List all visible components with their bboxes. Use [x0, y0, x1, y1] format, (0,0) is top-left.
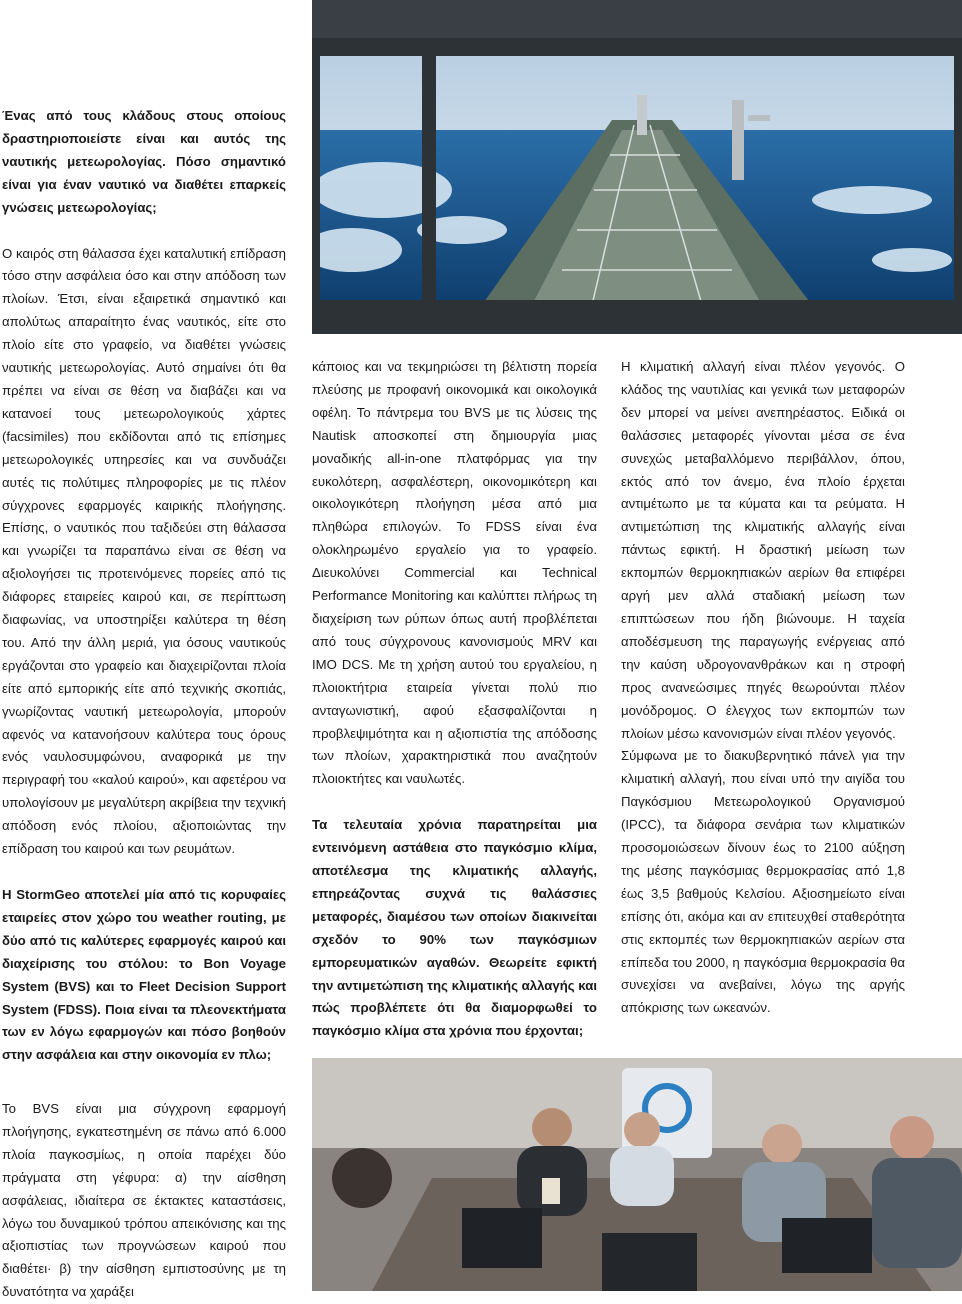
column-3: [621, 356, 905, 1020]
answer-3-paragraph-1: Η κλιματική αλλαγή είναι πλέον γεγονός. Ο κλάδος της ναυτιλίας και γενικά των μεταφορών δεν μπορεί να μείνει ανεπηρέαστος. Ειδικά οι θαλάσσιες μεταφορές γίνονται μέσα σε ένα συνεχώς μεταβαλλόμενο περιβάλλον, όπου, εκτός από τον άνεμο, ένα πλοίο έρχεται αντιμέτωπο με τα κύματα και τα ρεύματα. Η αντιμετώπιση της κλιματικής αλλαγής είναι πάντως εφικτή. Η δραστική μείωση των εκπομπών θερμοκηπιακών αερίων θα επιφέρει αργή μεν αλλά σταδιακή μείωση των επιπτώσεων που ήδη βιώνουμε. Η ταχεία αποδέσμευση της παραγωγής ενέργειας από την καύση υδρογονανθράκων και η στροφή προς ανανεώσιμες πηγές θεωρούνται πλέον μονόδρομος. Ο έλεγχος των εκπομπών των πλοίων μέσω κανονισμών είναι πλέον γεγονός.: [621, 359, 905, 741]
meeting-illustration: [312, 1058, 962, 1291]
ship-bridge-illustration: [312, 0, 962, 334]
answer-2: Το BVS είναι μια σύγχρονη εφαρμογή πλοήγησης, εγκατεστημένη σε πάνω από 6.000 πλοία παγκοσμίως, η οποία παρέχει δύο πράγματα στη γέφυρα: α) την αίσθηση ασφάλειας, ιδιαίτερα σε έκτακτες καταστάσεις, λόγω του δυναμικού τρόπου απεικόνισης και της αξιοπιστίας των προγνώσεων καιρού που διαθέτει· β) την αίσθηση εμπιστοσύνης με τη δυνατότητα να χαράξει: [2, 1101, 286, 1300]
question-2: Η StormGeo αποτελεί μία από τις κορυφαίες εταιρείες στον χώρο του weather routing, με δύο από τις καλύτερες εφαρμογές καιρού και διαχείρισης του στόλου: το Bon Voyage System (BVS) και το Fleet Decision Support System (FDSS). Ποια είναι τα πλεονεκτήματα των εν λόγω εφαρμογών και πόσο βοηθούν στην ασφάλεια και στην οικονομία εν πλω;: [2, 887, 286, 1063]
question-1: Ένας από τους κλάδους στους οποίους δραστηριοποιείστε είναι και αυτός της ναυτικής μετεωρολογίας. Πόσο σημαντικό είναι για έναν ναυτικό να διαθέτει επαρκείς γνώσεις μετεωρολογίας;: [2, 108, 286, 215]
meeting-photo: [312, 1058, 962, 1291]
answer-2-continued: κάποιος και να τεκμηριώσει τη βέλτιστη πορεία πλεύσης με προφανή οικονομικά και οικολογικά οφέλη. Το πάντρεμα του BVS με τις λύσεις της Nautisk αποσκοπεί στη δημιουργία μιας μοναδικής all-in-one πλατφόρμας για την ευκολότερη, ασφαλέστερη, οικονομικότερη και οικολογικότερη πλοήγηση μέσα από μια πληθώρα επιλογών. Το FDSS είναι ένα ολοκληρωμένο εργαλείο για το γραφείο. Διευκολύνει Commercial και Technical Performance Monitoring και καλύπτει πλήρως τη διαχείριση των ρύπων όπως αυτή προβλέπεται από τους σύγχρονους κανονισμούς MRV και IMO DCS. Με τη χρήση αυτού του εργαλείου, η πλοιοκτήτρια εταιρεία γίνεται πολύ πιο ανταγωνιστική, αφού εξασφαλίζονται η προβλεψιμότητα και η αξιοπιστία της απόδοσης των πλοίων, χαρακτηριστικά που αναζητούν πλοιοκτήτες και ναυλωτές.: [312, 359, 597, 787]
column-2: [312, 356, 597, 1043]
answer-3-paragraph-2: Σύμφωνα με το διακυβερνητικό πάνελ για την κλιματική αλλαγή, που είναι υπό την αιγίδα του Παγκόσμιου Μετεωρολογικού Οργανισμού (IPCC), τα διάφορα σενάρια των κλιματικών προσομοιώσεων δίνουν έως το 2100 αύξηση της μέσης παγκόσμιας θερμοκρασίας από 1,8 έως 3,5 βαθμούς Κελσίου. Αξιοσημείωτο είναι επίσης ότι, ακόμα και αν επιτευχθεί σταθερότητα στις εκπομπές των θερμοκηπιακών αερίων στα επίπεδα του 2000, η παγκόσμια θερμοκρασία θα συνεχίσει να ανεβαίνει, λόγω της αργής απόκρισης των ωκεανών.: [621, 748, 905, 1016]
answer-1: Ο καιρός στη θάλασσα έχει καταλυτική επίδραση τόσο στην ασφάλεια όσο και στην απόδοση των πλοίων. Έτσι, είναι εξαιρετικά σημαντικό και απολύτως απαραίτητο ένας ναυτικός, είτε στο πλοίο είτε στο γραφείο, να διαθέτει γνώσεις ναυτικής μετεωρολογίας. Αυτό σημαίνει ότι θα πρέπει να είναι σε θέση να διαβάζει και να κατανοεί τους μετεωρολογικούς χάρτες (facsimiles) που εκδίδονται από τις επίσημες μετεωρολογικές υπηρεσίες και να συνδυάζει αυτές τις πολύτιμες πληροφορίες με τις πλέον σύγχρονες εφαρμογές καιρικής πλοήγησης. Επίσης, ο ναυτικός που ταξιδεύει στη θάλασσα και γνωρίζει τα παραπάνω είναι σε θέση να αξιολογήσει τις προτεινόμενες πορείες από τις διάφορες εταιρείες καιρού και, σε περίπτωση διαφωνίας, να υποστηρίξει καλύτερα τη θέση του. Από την άλλη μεριά, για όσους ναυτικούς εργάζονται στο γραφείο και διαχειρίζονται πλοία είτε από εμπορικής είτε από τεχνικής σκοπιάς, γνωρίζοντας ναυτική μετεωρολογία, μπορούν αφενός να κατανοήσουν καλύτερα τους όρους ενός ναυλοσυμφώνου, αναφορικά με την περιγραφή του «καλού καιρού», και αφετέρου να υπολογίσουν με μεγαλύτερη ακρίβεια την τεχνική απόδοση ενός πλοίου, αξιοποιώντας την επίδραση του καιρού και των ρευμάτων.: [2, 245, 286, 857]
column-1: [2, 105, 286, 1067]
question-3: Τα τελευταία χρόνια παρατηρείται μια εντεινόμενη αστάθεια στο παγκόσμιο κλίμα, αποτέλεσμα της κλιματικής αλλαγής, επηρεάζοντας συχνά τις θαλάσσιες μεταφορές, διαμέσου των οποίων διακινείται σχεδόν το 90% των παγκόσμιων εμπορευματικών αγαθών. Θεωρείτε εφικτή την αντιμετώπιση της κλιματικής αλλαγής και πώς προβλέπετε ότι θα διαμορφωθεί το παγκόσμιο κλίμα στα χρόνια που έρχονται;: [312, 817, 597, 1039]
ship-bridge-photo: [312, 0, 962, 334]
column-1-bottom: [2, 1098, 286, 1304]
